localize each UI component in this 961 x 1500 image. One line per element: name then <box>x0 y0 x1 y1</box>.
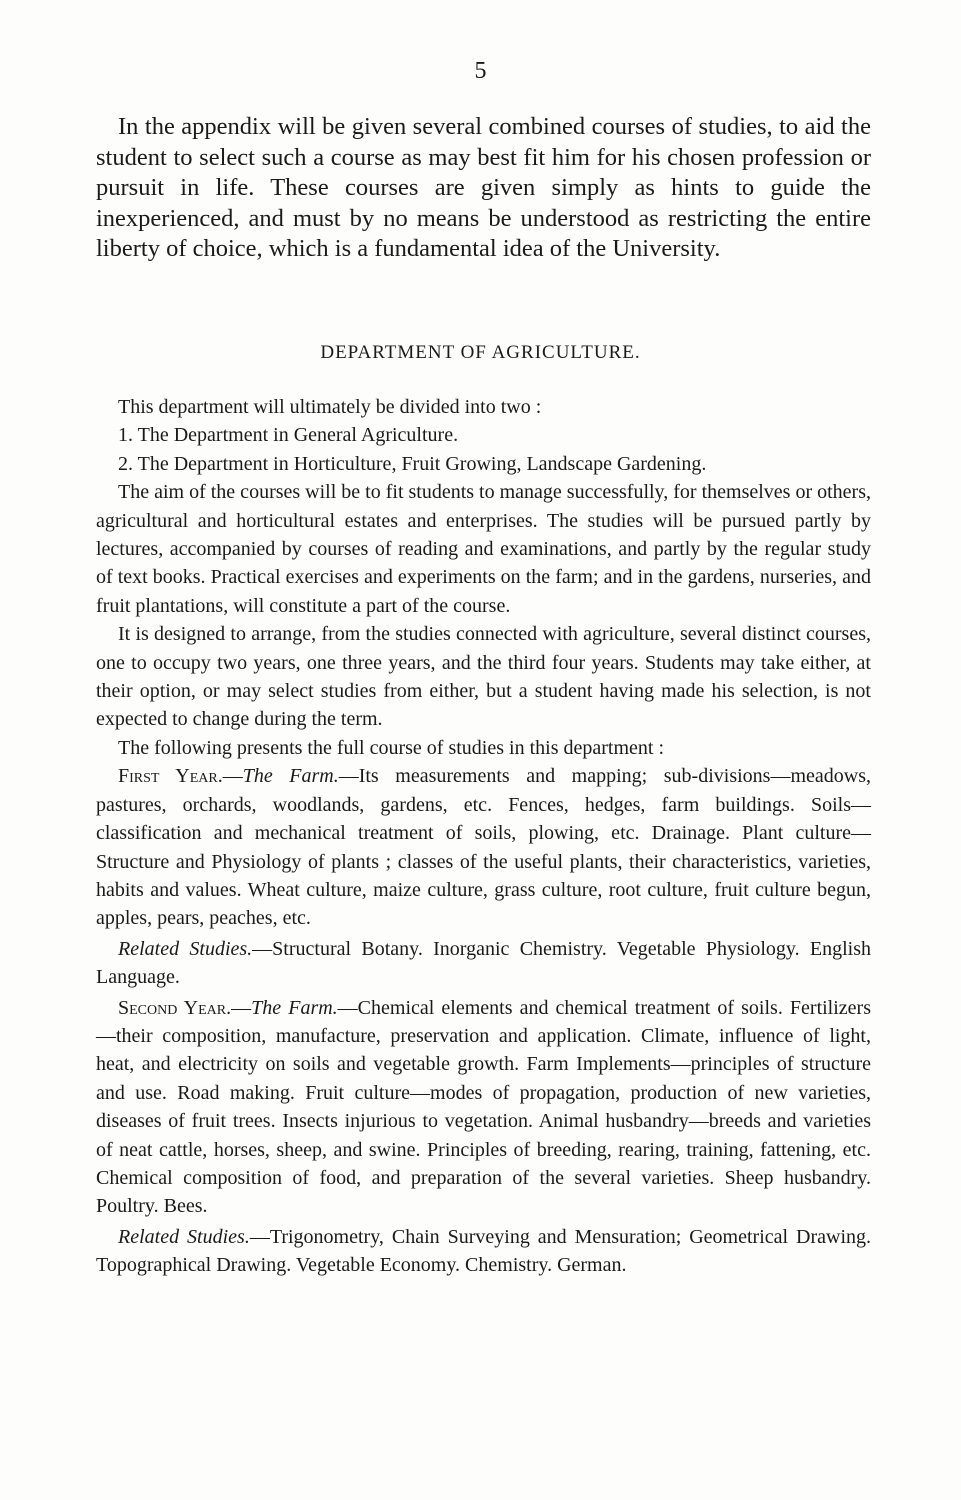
first-year-text: —Its measurements and mapping; sub-divisions—meadows, pastures, orchards, woodlands, gardens, etc. Fences, hedges, farm buildings. Soils—classification and mechanical treatment of soils, plowing, etc. Drainage. Plant culture—Structure and Physiology of plants ; classes of the useful plants, their characteristics, varieties, habits and values. Wheat culture, maize culture, grass culture, root culture, fruit culture begun, apples, pears, peaches, etc. <box>96 765 871 930</box>
page-number: 5 <box>474 58 487 84</box>
second-related-text: —Trigonometry, Chain Surveying and Mensuration; Geometrical Drawing. Topographical Drawing. Vegetable Economy. Chemistry. German. <box>96 1225 872 1277</box>
intro-paragraph: In the appendix will be given several combined courses of studies, to aid the student to select such a course as may best fit him for his chosen profession or pursuit in life. These courses are given simply as hints to guide the inexperienced, and must by no means be understood as restricting the entire liberty of choice, which is a fundamental idea of the University. <box>96 113 871 262</box>
following-paragraph: The following presents the full course of studies in this department : <box>118 736 664 759</box>
second-year-paragraph <box>96 994 871 1221</box>
first-year-subject: The Farm. <box>242 765 339 788</box>
section-heading: DEPARTMENT OF AGRICULTURE. <box>320 342 641 363</box>
division-item-2: 2. The Department in Horticulture, Fruit Growing, Landscape Gardening. <box>118 452 707 475</box>
aim-paragraph: The aim of the courses will be to fit students to manage successfully, for themselves or others, agricultural and horticultural estates and enterprises. The studies will be pursued partly by lectures, accompanied by courses of reading and examinations, and partly by the regular study of text books. Practical exercises and experiments on the farm; and in the gardens, nurseries, and fruit plantations, will constitute a part of the course. <box>96 481 871 617</box>
second-year-label: Second Year. <box>118 996 232 1019</box>
first-year-label: First Year. <box>118 765 223 788</box>
division-intro: This department will ultimately be divided into two : <box>118 396 542 418</box>
section-body <box>96 393 871 1280</box>
first-related-paragraph <box>96 935 871 992</box>
second-year-dash: — <box>231 996 252 1019</box>
second-related-paragraph <box>96 1223 871 1280</box>
first-related-label: Related Studies. <box>118 937 253 960</box>
division-item-1: 1. The Department in General Agriculture. <box>118 424 459 447</box>
first-year-dash: — <box>222 765 243 788</box>
first-year-paragraph <box>96 762 871 932</box>
second-related-label: Related Studies. <box>118 1225 250 1248</box>
design-paragraph: It is designed to arrange, from the studies connected with agriculture, several distinct courses, one to occupy two years, one three years, and the third four years. Students may take either, at their option, or may select studies from either, but a student having made his selection, is not expected to change during the term. <box>96 623 871 731</box>
second-year-text: —Chemical elements and chemical treatment of soils. Fertilizers—their composition, manufacture, preservation and application. Climate, influence of light, heat, and electricity on soils and vegetable growth. Farm Implements—principles of structure and use. Road making. Fruit culture—modes of propagation, production of new varieties, diseases of fruit trees. Insects injurious to vegetation. Animal husbandry—breeds and varieties of neat cattle, horses, sheep, and swine. Principles of breeding, rearing, training, fattening, etc. Chemical composition of food, and preparation of the several varieties. Sheep husbandry. Poultry. Bees. <box>96 996 871 1218</box>
first-related-text: —Structural Botany. Inorganic Chemistry. Vegetable Physiology. English Language. <box>96 937 871 989</box>
second-year-subject: The Farm. <box>251 996 338 1019</box>
